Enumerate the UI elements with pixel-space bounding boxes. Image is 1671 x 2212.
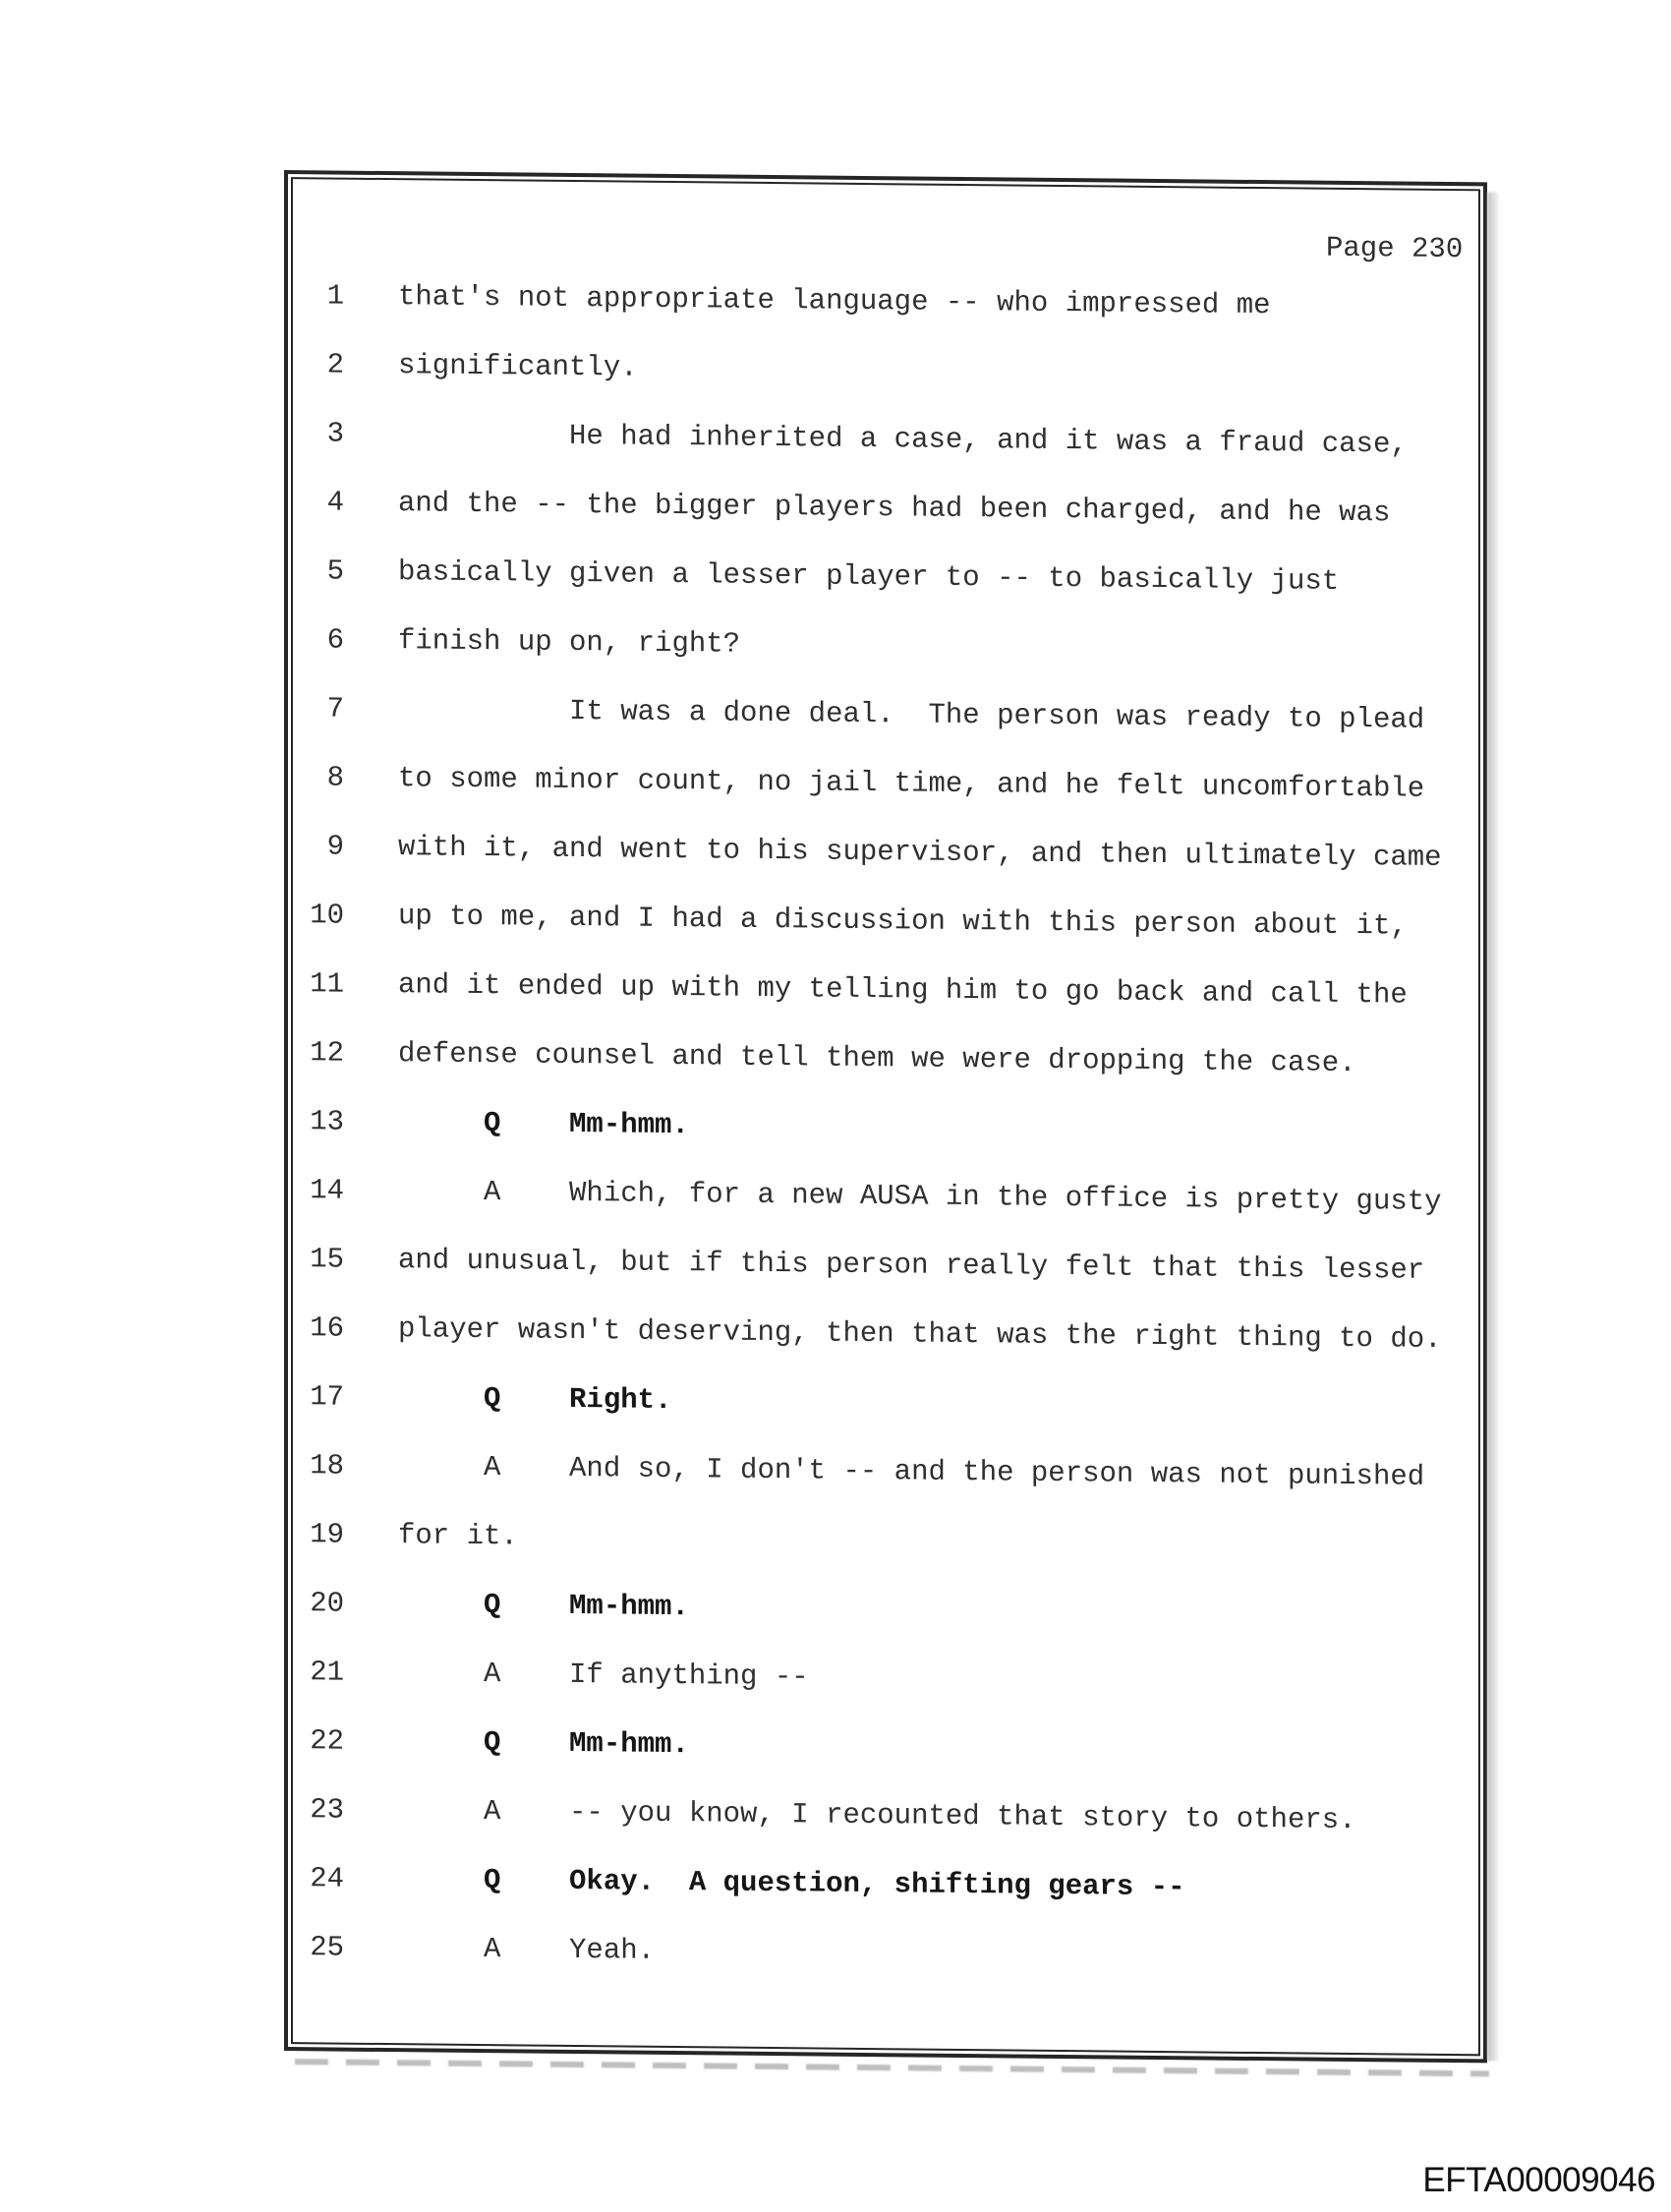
line-number: 20 — [310, 1587, 344, 1620]
line-text: for it. — [398, 1519, 518, 1553]
line-number: 4 — [326, 486, 344, 519]
line-number: 15 — [310, 1243, 344, 1276]
line-number: 7 — [326, 692, 344, 726]
line-number: 11 — [310, 967, 344, 1001]
line-text: significantly. — [398, 349, 638, 384]
line-number: 8 — [326, 761, 344, 794]
line-number: 24 — [310, 1862, 344, 1895]
line-number: 3 — [326, 417, 344, 450]
line-number: 22 — [310, 1724, 344, 1758]
line-text: Q Mm-hmm. — [398, 1588, 689, 1624]
line-number: 19 — [310, 1518, 344, 1551]
line-number: 10 — [310, 899, 344, 932]
line-text: with it, and went to his supervisor, and then ultimately came — [398, 831, 1442, 874]
line-text: Q Right. — [398, 1381, 672, 1417]
line-text: up to me, and I had a discussion with this person about it, — [398, 900, 1408, 943]
line-text: A If anything -- — [398, 1657, 809, 1694]
line-number: 2 — [326, 348, 344, 381]
page-number-label: Page 230 — [1326, 231, 1464, 266]
line-number: 9 — [326, 830, 344, 863]
line-number: 18 — [310, 1449, 344, 1483]
line-text: and it ended up with my telling him to go back and call the — [398, 968, 1408, 1012]
line-number: 1 — [326, 279, 344, 313]
scan-shadow-right — [1487, 192, 1500, 2061]
line-number: 17 — [310, 1380, 344, 1414]
line-text: that's not appropriate language -- who impressed me — [398, 280, 1271, 322]
line-text: A Yeah. — [398, 1932, 656, 1967]
line-text: A -- you know, I recounted that story to others. — [398, 1794, 1356, 1837]
line-number: 14 — [310, 1174, 344, 1207]
line-number: 13 — [310, 1105, 344, 1138]
line-number: 12 — [310, 1036, 344, 1070]
line-number: 5 — [326, 554, 344, 588]
line-text: player wasn't deserving, then that was the right thing to do. — [398, 1312, 1442, 1356]
line-text: He had inherited a case, and it was a fraud case, — [398, 418, 1408, 461]
line-text: Q Mm-hmm. — [398, 1106, 689, 1142]
line-text: It was a done deal. The person was ready to plead — [398, 693, 1425, 736]
line-text: A And so, I don't -- and the person was not punished — [398, 1450, 1425, 1493]
line-number: 25 — [310, 1931, 344, 1964]
scan-shadow-bottom — [295, 2059, 1489, 2076]
bates-number-stamp: EFTA00009046 — [1422, 2161, 1655, 2199]
line-text: basically given a lesser player to -- to basically just — [398, 555, 1340, 598]
line-text: Q Okay. A question, shifting gears -- — [398, 1863, 1185, 1904]
line-number: 6 — [326, 623, 344, 657]
line-text: Q Mm-hmm. — [398, 1725, 689, 1762]
line-number: 21 — [310, 1656, 344, 1689]
line-text: A Which, for a new AUSA in the office is pretty gusty — [398, 1175, 1442, 1218]
line-text: and the -- the bigger players had been charged, and he was — [398, 487, 1391, 530]
line-text: and unusual, but if this person really felt that this lesser — [398, 1244, 1425, 1287]
line-text: to some minor count, no jail time, and he felt uncomfortable — [398, 762, 1425, 805]
line-text: defense counsel and tell them we were dropping the case. — [398, 1037, 1356, 1080]
line-number: 16 — [310, 1311, 344, 1345]
line-number: 23 — [310, 1793, 344, 1827]
line-text: finish up on, right? — [398, 624, 741, 661]
